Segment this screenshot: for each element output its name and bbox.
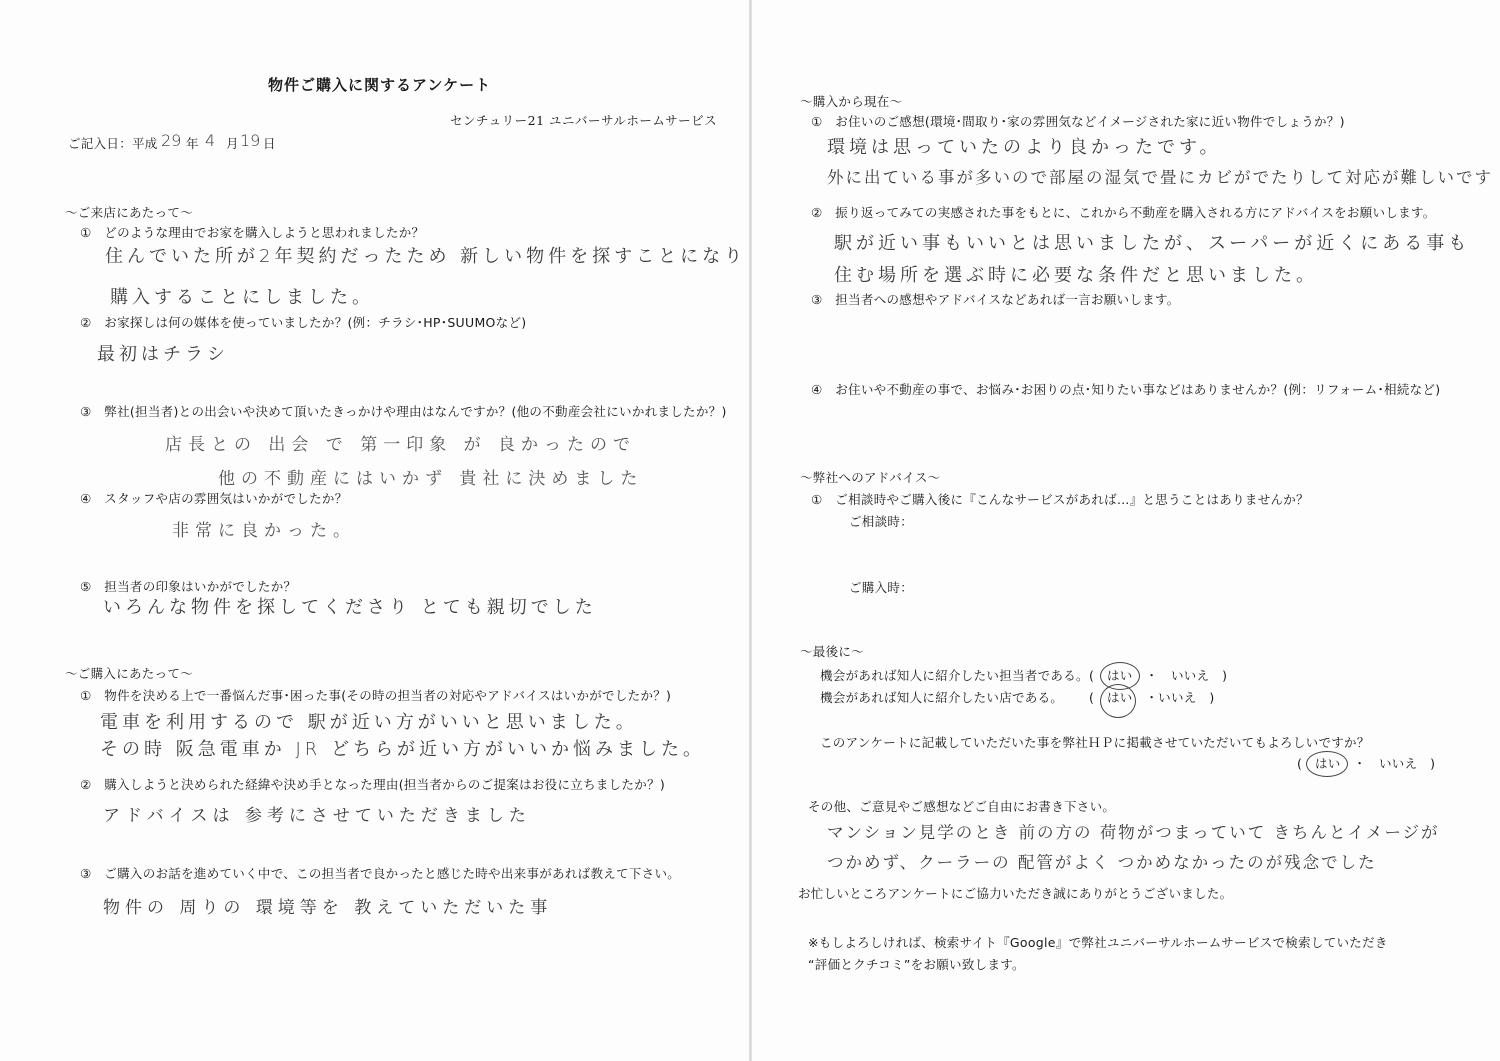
current-answer-1-line2: 外に出ている事が多いので部屋の湿気で畳にカビがでたりして対応が難しいです [827, 168, 1493, 187]
visit-question-2: ② お家探しは何の媒体を使っていましたか？(例：チラシ･HP･SUUMOなど) [80, 315, 527, 330]
yes-circle-mark [1306, 751, 1348, 777]
visit-question-3: ③ 弊社(担当者)との出会いや決めて頂いたきっかけや理由はなんですか？(他の不動産会社にいかれましたか？) [80, 404, 727, 419]
purchase-answer-2: アドバイスは 参考にさせていただきました [103, 806, 531, 826]
date-year-label: 年 [186, 136, 199, 151]
visit-question-4: ④ スタッフや店の雰囲気はいかがでしたか？ [80, 491, 348, 506]
visit-question-1: ① どのような理由でお家を購入しようと思われましたか？ [80, 225, 425, 240]
purchase-answer-1-line1: 電車を利用するので 駅が近い方がいいと思いました。 [100, 712, 638, 733]
section-advice: ～弊社へのアドバイス～ [800, 470, 941, 485]
other-question: その他、ご意見やご感想などご自由にお書き下さい。 [808, 799, 1116, 814]
date-month-label: 月 [226, 136, 239, 151]
date-month: 4 [205, 131, 216, 150]
final-question-3: このアンケートに記載していただいた事を弊社ＨＰに掲載させていただいてもよろしいですか？ [820, 735, 1370, 750]
section-final: ～最後に～ [800, 644, 865, 659]
footer-note-line1: ※もしよろしければ、検索サイト『Google』で弊社ユニバーサルホームサービスで検索していただき [808, 935, 1388, 950]
purchase-answer-3: 物件の 周りの 環境等を 教えていただいた事 [103, 898, 553, 918]
other-answer-line2: つかめず、クーラーの 配管がよく つかめなかったのが残念でした [827, 853, 1377, 872]
visit-answer-1-line1: 住んでいた所が2年契約だったため 新しい物件を探すことになり [105, 246, 747, 267]
purchase-question-3: ③ ご購入のお話を進めていく中で、この担当者で良かったと感じた時や出来事があれば教えて下さい。 [80, 866, 681, 881]
advice-consult-label: ご相談時： [849, 514, 914, 529]
section-visit: ～ご来店にあたって～ [65, 205, 194, 220]
right-page [752, 0, 1500, 1061]
company-name: センチュリー21 ユニバーサルホームサービス [450, 113, 718, 128]
current-question-4: ④ お住いや不動産の事で、お悩み･お困りの点･知りたい事などはありませんか？(例：リフォーム･相続など) [811, 382, 1441, 397]
date-day-label: 日 [263, 136, 276, 151]
other-answer-line1: マンション見学のとき 前の方の 荷物がつまっていて きちんとイメージが [827, 823, 1440, 842]
current-question-2: ② 振り返ってみての実感された事をもとに、これから不動産を購入される方にアドバイスをお願いします。 [811, 205, 1436, 220]
visit-answer-5: いろんな物件を探してくださり とても親切でした [103, 597, 597, 618]
final-question-2: 機会があれば知人に紹介したい店である。 [820, 690, 1064, 705]
thanks-message: お忙しいところアンケートにご協力いただき誠にありがとうございました。 [798, 886, 1233, 901]
footer-note-line2: “評価とクチコミ”をお願い致します。 [808, 957, 1025, 972]
final-question-1-options: ( はい ・ いいえ ) [1089, 668, 1228, 683]
visit-answer-2: 最初はチラシ [97, 344, 229, 365]
final-question-3-options: ( はい ・ いいえ ) [1297, 756, 1436, 771]
final-question-2-options: ( はい ・いいえ ) [1089, 690, 1215, 705]
current-answer-2-line2: 住む場所を選ぶ時に必要な条件だと思いました。 [834, 265, 1318, 286]
purchase-question-1: ① 物件を決める上で一番悩んだ事･困った事(その時の担当者の対応やアドバイスはいかがでしたか？) [80, 688, 672, 703]
visit-answer-3-line2: 他の不動産にはいかず 貴社に決めました [218, 469, 644, 489]
date-day: 19 [240, 131, 261, 150]
current-question-3: ③ 担当者への感想やアドバイスなどあれば一言お願いします。 [811, 292, 1180, 307]
date-year: 29 [161, 131, 182, 150]
final-question-1: 機会があれば知人に紹介したい担当者である。 [820, 668, 1089, 683]
section-current: ～購入から現在～ [800, 94, 903, 109]
survey-title: 物件ご購入に関するアンケート [268, 76, 492, 94]
current-question-1: ① お住いのご感想(環境･間取り･家の雰囲気などイメージされた家に近い物件でしょうか？) [811, 114, 1345, 129]
visit-answer-1-line2: 購入することにしました。 [110, 287, 374, 308]
date-prefix: ご記入日：平成 [68, 136, 158, 151]
advice-question-1: ① ご相談時やご購入後に『こんなサービスがあれば…』と思うことはありませんか？ [811, 492, 1309, 507]
purchase-question-2: ② 購入しようと決められた経緯や決め手となった理由(担当者からのご提案はお役に立ちましたか？) [80, 777, 666, 792]
purchase-answer-1-line2: その時 阪急電車か JR どちらが近い方がいいか悩みました。 [100, 739, 705, 760]
yes-circle-mark [1100, 684, 1136, 718]
section-purchase: ～ご購入にあたって～ [65, 666, 194, 681]
visit-question-5: ⑤ 担当者の印象はいかがでしたか？ [80, 579, 297, 594]
visit-answer-4: 非常に良かった。 [172, 521, 356, 541]
current-answer-1-line1: 環境は思っていたのより良かったです。 [827, 137, 1222, 158]
advice-purchase-label: ご購入時： [849, 580, 914, 595]
current-answer-2-line1: 駅が近い事もいいとは思いましたが、スーパーが近くにある事も [834, 233, 1471, 254]
visit-answer-3-line1: 店長との 出会 で 第一印象 が 良かったので [165, 435, 637, 455]
